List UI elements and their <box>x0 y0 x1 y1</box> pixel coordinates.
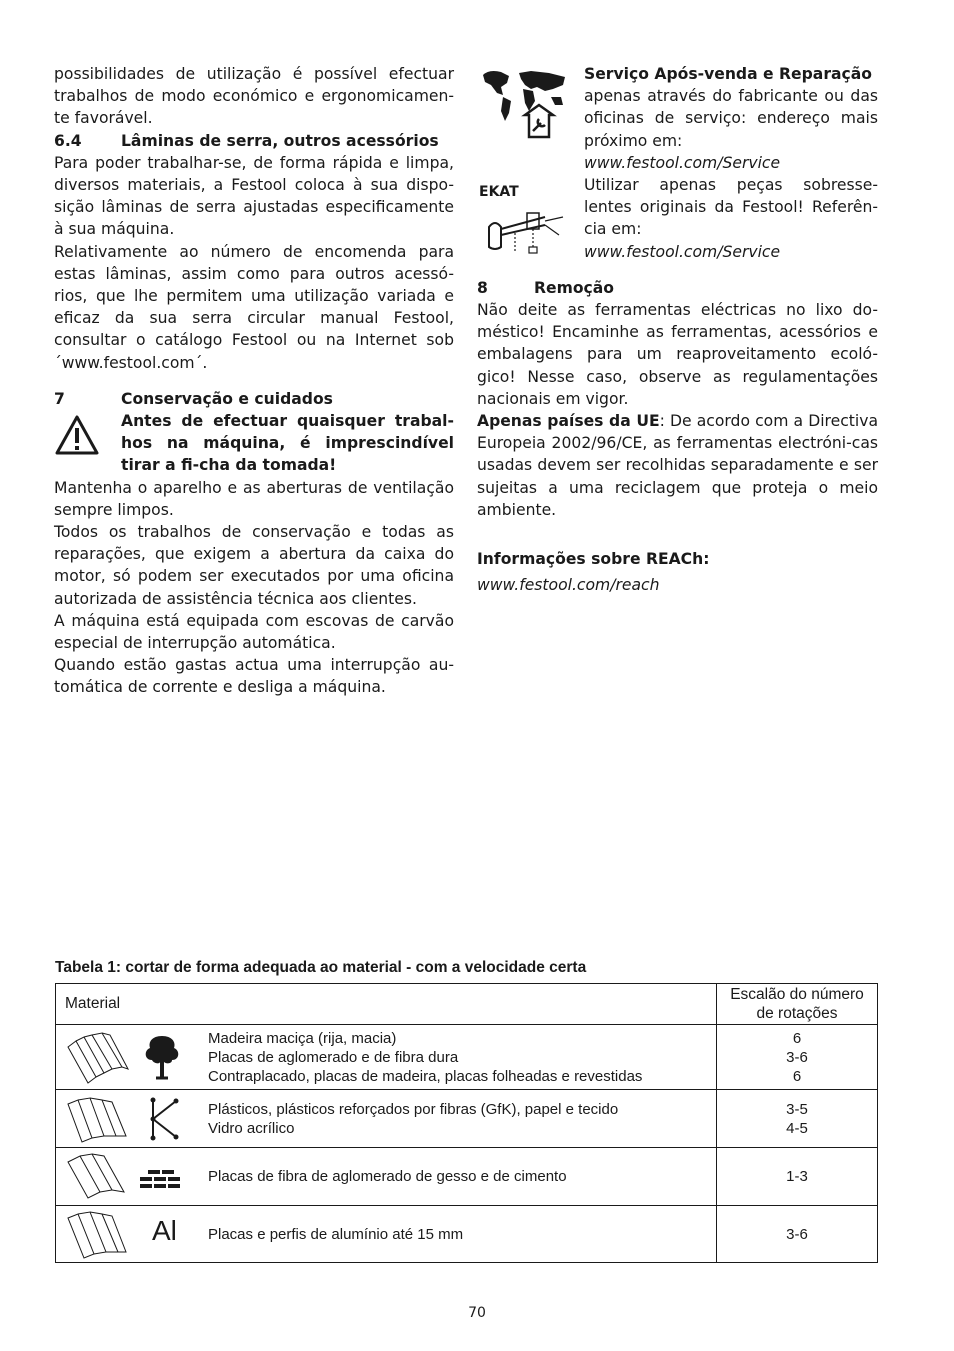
material-cell <box>56 1206 717 1263</box>
left-column <box>54 63 454 699</box>
section-title: Remoção <box>534 278 615 297</box>
paragraph: Todos os trabalhos de conservação e todas as reparações, que exigem a abertura da caixa do motor, só podem ser executados por uma oficina autorizada de assistência técnica aos clientes. <box>54 523 454 608</box>
right-column <box>477 63 878 596</box>
paragraph: Mantenha o aparelho e as aberturas de ventilação sempre limpos. <box>54 478 454 519</box>
material-line: Vidro acrílico <box>208 1119 295 1137</box>
ekat-label: EKAT <box>479 184 519 200</box>
section-number: 7 <box>54 389 65 408</box>
tree-icon <box>142 1032 182 1082</box>
section-number: 6.4 <box>54 131 82 150</box>
material-cell <box>56 1090 717 1148</box>
table-row <box>56 1206 878 1263</box>
warning-block <box>54 410 454 477</box>
material-line: Placas de aglomerado e de fibra dura <box>208 1048 459 1066</box>
paragraph: A máquina está equipada com escovas de carvão especial de interrupção automática. <box>54 611 454 653</box>
material-cell <box>56 1025 717 1090</box>
service-icons <box>477 63 584 263</box>
eu-paragraph <box>477 410 878 521</box>
column-header-material: Material <box>56 984 717 1025</box>
warning-text: Antes de efectuar quaisquer trabal-hos na máquina, é imprescindível tirar a fi-cha da tomada! <box>121 412 454 475</box>
world-map-service-icon <box>479 67 571 139</box>
spare-parts-text: Utilizar apenas peças sobresse-lentes originais da Festool! Referên-cia em: <box>584 176 878 239</box>
material-line: Placas de fibra de aglomerado de gesso e de cimento <box>208 1168 567 1185</box>
material-line: Contraplacado, placas de madeira, placas folheadas e revestidas <box>208 1067 643 1085</box>
material-sample-icon <box>56 1206 208 1262</box>
reach-link[interactable]: www.festool.com/reach <box>477 576 660 595</box>
paragraph: Relativamente ao número de encomenda para estas lâminas, assim como para outros acessó-rios, que lhe permitem uma utilização variada e eficaz da sua serra circular manual Festool, consultar o catálogo Festool ou na Internet sob ´www.festool.com´. <box>54 242 454 372</box>
service-description: apenas através do fabricante ou das oficinas de serviço: endereço mais próximo em: <box>584 87 878 150</box>
service-link[interactable]: www.festool.com/Service <box>584 153 781 172</box>
table-row <box>56 1090 878 1148</box>
table-row <box>56 1025 878 1090</box>
material-description <box>208 1225 716 1244</box>
section-title: Lâminas de serra, outros acessórios <box>121 131 439 150</box>
material-line: Madeira maciça (rija, macia) <box>208 1029 397 1047</box>
speed-cell <box>717 1148 878 1206</box>
section-title: Conservação e cuidados <box>121 389 333 408</box>
spare-parts-icon <box>485 199 575 259</box>
table-row <box>56 1148 878 1206</box>
speed-value: 3-5 <box>786 1100 808 1118</box>
aluminium-icon: Al <box>152 1215 177 1246</box>
table-title: Tabela 1: cortar de forma adequada ao material - com a velocidade certa <box>55 959 587 976</box>
material-speed-table <box>55 983 878 1263</box>
material-line: Placas e perfis de alumínio até 15 mm <box>208 1225 464 1243</box>
service-text <box>584 63 878 263</box>
material-sample-icon <box>56 1090 208 1147</box>
section-6-4-heading <box>54 130 454 152</box>
speed-cell <box>717 1025 878 1090</box>
section-8-heading <box>477 277 878 299</box>
paragraph: Para poder trabalhar-se, de forma rápida e limpa, diversos materiais, a Festool coloca à sua dispo-sição lâminas de serra ajustadas especificamente à sua máquina. <box>54 153 454 239</box>
service-block <box>477 63 878 263</box>
reach-title: Informações sobre REACh: <box>477 550 710 569</box>
header-line: de rotações <box>756 1005 838 1022</box>
eu-label: Apenas países da UE <box>477 412 660 431</box>
material-sample-icon <box>56 1148 208 1205</box>
speed-value: 4-5 <box>786 1119 808 1137</box>
paragraph: Não deite as ferramentas eléctricas no lixo do-méstico! Encaminhe as ferramentas, acessórios e embalagens para um reaproveitamento ecoló-gico! Nesse caso, observe as regulamentações nacionais em vigor. <box>477 301 878 408</box>
speed-value: 3-6 <box>786 1225 808 1243</box>
intro-text: possibilidades de utilização é possível efectuar trabalhos de modo económico e ergonomicamen-te favorável. <box>54 65 454 128</box>
paragraph: Quando estão gastas actua uma interrupção au-tomática de corrente e desliga a máquina. <box>54 656 454 697</box>
page-number: 70 <box>468 1305 486 1321</box>
eu-text: : De acordo com a Directiva Europeia 2002/96/CE, as ferramentas electróni-cas usadas devem ser recolhidas separadamente e ser sujeitas a uma reciclagem que proteja o meio ambiente. <box>477 412 878 519</box>
speed-value: 6 <box>792 1029 802 1047</box>
section-number: 8 <box>477 278 488 297</box>
material-line: Plásticos, plásticos reforçados por fibras (GfK), papel e tecido <box>208 1100 619 1118</box>
speed-value: 3-6 <box>786 1048 808 1066</box>
material-description <box>208 1167 716 1186</box>
speed-value: 1-3 <box>786 1168 808 1185</box>
section-7-heading <box>54 388 454 410</box>
material-description <box>208 1100 716 1138</box>
speed-value: 6 <box>792 1067 802 1085</box>
material-sample-icon <box>56 1025 208 1089</box>
spare-parts-link[interactable]: www.festool.com/Service <box>584 242 781 261</box>
column-header-speed <box>717 984 878 1025</box>
k-plastic-icon <box>148 1097 182 1141</box>
header-line: Escalão do número <box>730 986 864 1003</box>
warning-triangle-icon <box>54 410 121 477</box>
brick-icon <box>138 1170 182 1188</box>
speed-cell <box>717 1206 878 1263</box>
speed-cell <box>717 1090 878 1148</box>
material-cell <box>56 1148 717 1206</box>
material-description <box>208 1029 716 1086</box>
table-header-row <box>56 984 878 1025</box>
service-title: Serviço Após-venda e Reparação <box>584 65 873 83</box>
